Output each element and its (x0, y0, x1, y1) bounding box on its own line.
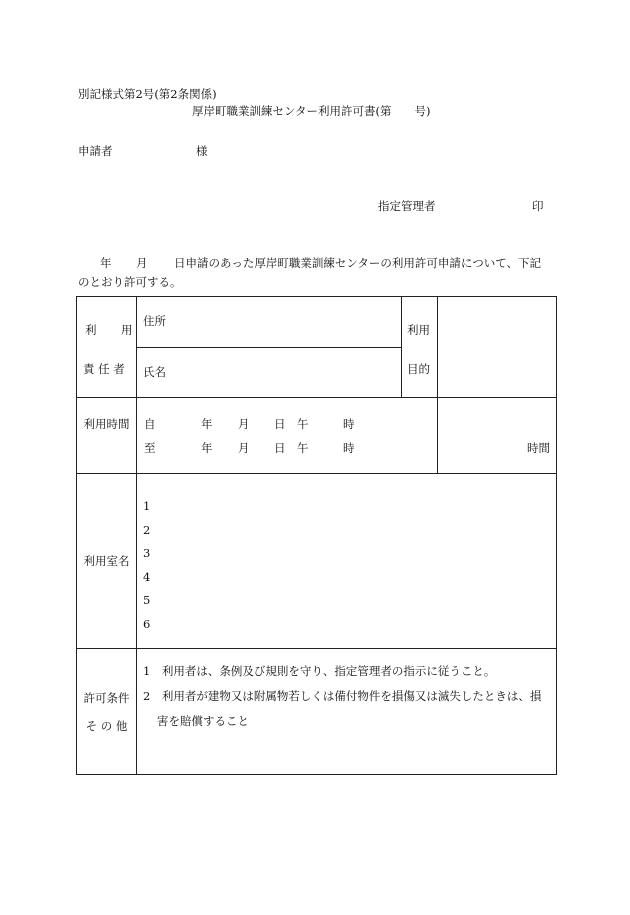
time-to-hour: 時 (343, 441, 355, 455)
applicant-label: 申請者 (78, 144, 113, 158)
condition-item-2-line2: 害を賠償すること (157, 714, 249, 728)
time-to-ampm: 午 (297, 441, 309, 455)
conditions-row (77, 649, 557, 775)
responsible-label-char2: 用 (121, 323, 133, 337)
address-row (77, 297, 557, 348)
address-cell (137, 297, 402, 348)
rooms-list-cell (137, 474, 557, 649)
time-to-year: 年 (201, 441, 213, 455)
applicant-honorific: 様 (196, 144, 208, 158)
room-number: 3 (143, 546, 151, 560)
time-range-cell (137, 398, 438, 474)
form-number: 別記様式第2号(第2条関係) (78, 87, 217, 101)
room-number: 2 (143, 522, 151, 537)
purpose-value-cell (438, 297, 557, 398)
time-from-day: 日 (274, 417, 286, 431)
condition-item-2-line1: 2 利用者が建物又は附属物若しくは備付物件を損傷又は滅失したときは、損 (143, 689, 542, 703)
rooms-label-cell (77, 474, 137, 649)
conditions-label-bottom: そ の 他 (85, 718, 128, 733)
time-to-day: 日 (274, 441, 286, 455)
time-from-hour: 時 (343, 417, 355, 431)
name-cell (137, 347, 402, 398)
time-from-month: 月 (238, 417, 250, 431)
time-row (77, 398, 557, 474)
room-number: 4 (143, 569, 151, 584)
rooms-label: 利用室名 (83, 554, 130, 568)
purpose-label-bottom: 目的 (407, 362, 430, 376)
time-to-label: 至 (144, 441, 156, 455)
conditions-text-cell (137, 649, 557, 775)
condition-item-1: 1 利用者は、条例及び規則を守り、指定管理者の指示に従うこと。 (143, 664, 496, 678)
time-label-cell (77, 398, 137, 474)
intro-year: 年 (100, 256, 112, 270)
conditions-label-top: 許可条件 (83, 690, 130, 705)
purpose-label-top: 利用 (407, 323, 430, 337)
address-label: 住所 (143, 314, 166, 328)
document-title: 厚岸町職業訓練センター利用許可書(第 号) (192, 104, 431, 118)
seal-mark: 印 (532, 199, 544, 213)
rooms-row (77, 474, 557, 649)
intro-text-line2: のとおり許可する。 (78, 275, 182, 289)
time-label: 利用時間 (83, 417, 130, 431)
conditions-label-cell (77, 649, 137, 775)
name-label: 氏名 (143, 365, 166, 380)
room-number: 1 (143, 499, 151, 513)
purpose-label-cell (402, 297, 438, 398)
responsible-label-bottom: 責 任 者 (83, 362, 125, 376)
responsible-label-char1: 利 (85, 323, 97, 337)
intro-month: 月 (136, 256, 148, 270)
time-total-cell (438, 398, 557, 474)
time-from-year: 年 (201, 417, 213, 431)
time-total-label: 時間 (527, 441, 550, 455)
time-from-label: 自 (144, 417, 156, 431)
room-number: 5 (143, 593, 151, 607)
time-from-ampm: 午 (297, 417, 309, 431)
intro-text-line1: 日申請のあった厚岸町職業訓練センターの利用許可申請について、下記 (174, 256, 541, 270)
responsible-label-cell (77, 297, 137, 398)
permit-form-table (76, 296, 557, 775)
room-number: 6 (143, 616, 151, 631)
time-to-month: 月 (238, 441, 250, 455)
manager-label: 指定管理者 (378, 199, 436, 213)
